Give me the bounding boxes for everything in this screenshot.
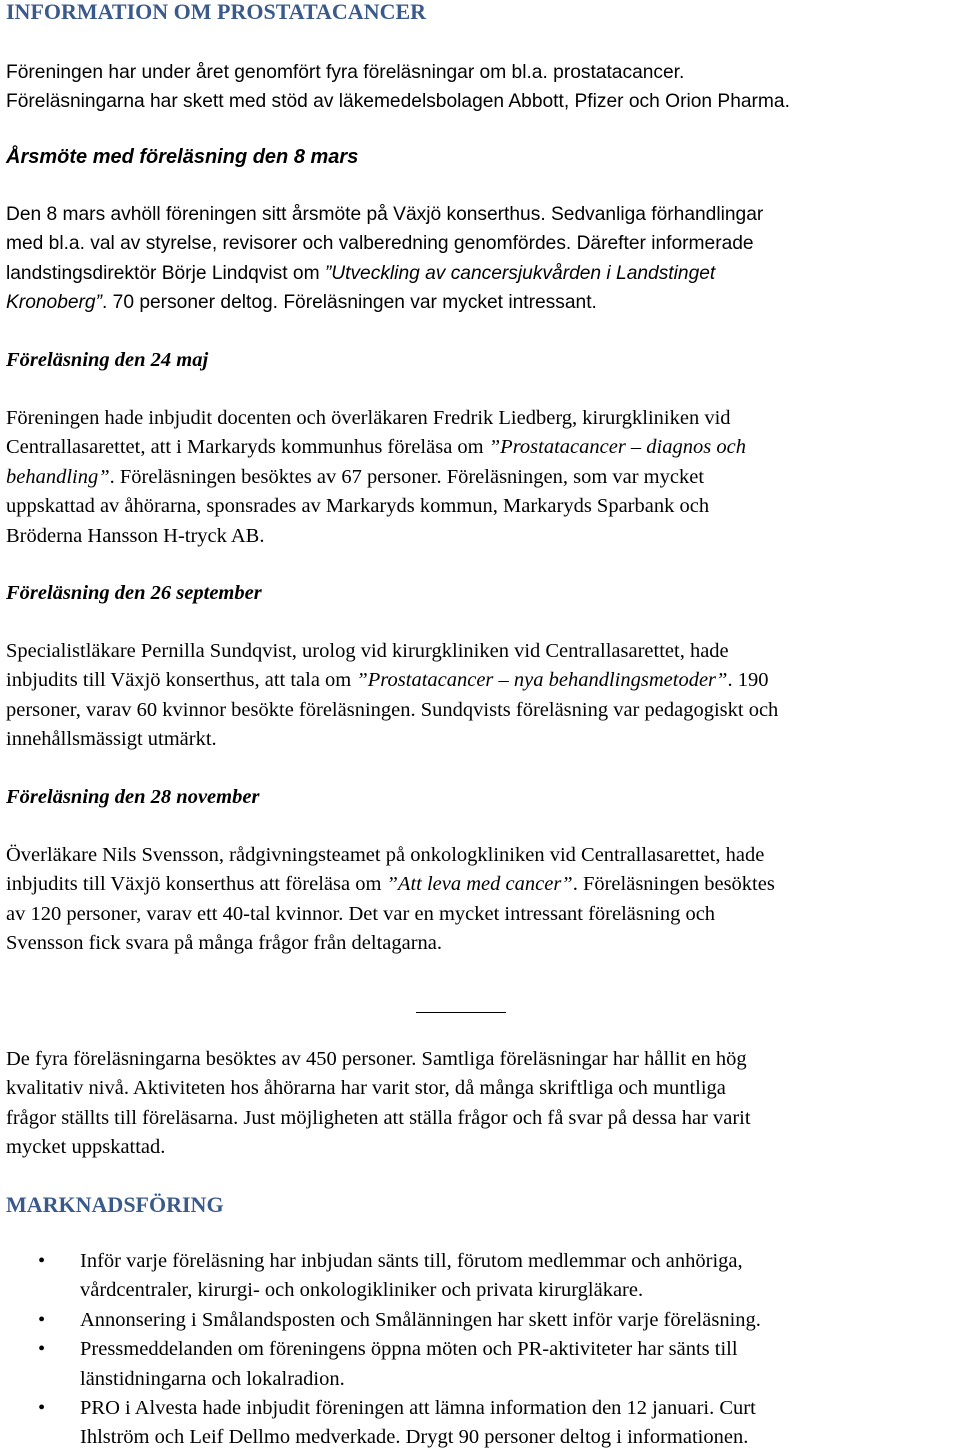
- bullet-icon: •: [38, 1308, 46, 1331]
- lecture2-line: Centrallasarettet, att i Markaryds kommunhus föreläsa om ”Prostatacancer – diagnos och: [6, 436, 746, 459]
- lecture3-line: Specialistläkare Pernilla Sundqvist, urolog vid kirurgkliniken vid Centrallasarettet, hade: [6, 640, 729, 662]
- lecture2-title: ”Prostatacancer – diagnos och: [488, 436, 746, 459]
- lecture4-paragraph: [6, 841, 956, 959]
- lecture4-line: av 120 personer, varav ett 40-tal kvinnor. Det var en mycket intressant föreläsning och: [6, 902, 716, 925]
- divider-line: [416, 1012, 506, 1013]
- list-item: • Inför varje föreläsning har inbjudan sänts till, förutom medlemmar och anhöriga, vårdcentraler, kirurgi- och onkologikliniker och privata kirurgläkare.: [6, 1247, 956, 1306]
- bullet-icon: •: [38, 1338, 46, 1361]
- lecture2-paragraph: [6, 404, 956, 551]
- lecture1-title-cont: Kronoberg”: [6, 292, 102, 314]
- summary-line: mycket uppskattad.: [6, 1136, 166, 1159]
- lecture3-line: personer, varav 60 kvinnor besökte föreläsningen. Sundqvists föreläsning var pedagogiskt och: [6, 698, 779, 721]
- summary-paragraph: [6, 1045, 956, 1163]
- lecture1-title: ”Utveckling av cancersjukvården i Landstinget: [324, 262, 716, 284]
- summary-line: frågor ställts till föreläsarna. Just möjligheten att ställa frågor och få svar på dessa har varit: [6, 1106, 751, 1129]
- lecture4-heading: Föreläsning den 28 november: [6, 786, 260, 808]
- lecture1-line: landstingsdirektör Börje Lindqvist om ”Utveckling av cancersjukvården i Landstinget: [6, 262, 716, 284]
- lecture1-heading: Årsmöte med föreläsning den 8 mars: [6, 146, 359, 168]
- lecture1-line: med bl.a. val av styrelse, revisorer och valberedning genomfördes. Därefter informerade: [6, 233, 754, 255]
- lecture3-title: ”Prostatacancer – nya behandlingsmetoder”: [356, 669, 728, 692]
- lecture4-line: inbjudits till Växjö konserthus att föreläsa om ”Att leva med cancer”. Föreläsningen besöktes: [6, 873, 775, 896]
- section-title-marketing: MARKNADSFÖRING: [6, 1192, 224, 1217]
- lecture3-line: inbjudits till Växjö konserthus, att tala om ”Prostatacancer – nya behandlingsmetoder”. 190: [6, 669, 769, 692]
- lecture2-heading: Föreläsning den 24 maj: [6, 349, 209, 371]
- bullet-icon: •: [38, 1397, 46, 1420]
- lecture2-line: Bröderna Hansson H-tryck AB.: [6, 524, 265, 547]
- lecture2-line: uppskattad av åhörarna, sponsrades av Markaryds kommun, Markaryds Sparbank och: [6, 495, 710, 518]
- lecture1-line: Kronoberg”. 70 personer deltog. Föreläsningen var mycket intressant.: [6, 292, 597, 314]
- list-item: • PRO i Alvesta hade inbjudit föreningen att lämna information den 12 januari. Curt Ihlström och Leif Dellmo medverkade. Drygt 90 personer deltog i informationen.: [6, 1394, 956, 1453]
- lecture3-paragraph: [6, 637, 956, 755]
- lecture2-line: behandling”. Föreläsningen besöktes av 67 personer. Föreläsningen, som var mycket: [6, 465, 705, 488]
- list-item: • Pressmeddelanden om föreningens öppna möten och PR-aktiviteter har sänts till länstidningarna och lokalradion.: [6, 1335, 956, 1394]
- summary-line: kvalitativ nivå. Aktiviteten hos åhörarna har varit stor, då många skriftliga och muntliga: [6, 1077, 726, 1100]
- bullet-icon: •: [38, 1250, 46, 1272]
- summary-line: De fyra föreläsningarna besöktes av 450 personer. Samtliga föreläsningar har hållit en hög: [6, 1048, 747, 1070]
- lecture4-title: ”Att leva med cancer”: [386, 873, 573, 896]
- marketing-list: [6, 1247, 956, 1453]
- lecture2-line: Föreningen hade inbjudit docenten och överläkaren Fredrik Liedberg, kirurgkliniken vid: [6, 407, 731, 429]
- lecture3-heading: Föreläsning den 26 september: [6, 582, 262, 604]
- lecture4-line: Svensson fick svara på många frågor från deltagarna.: [6, 932, 443, 955]
- intro-line: Föreläsningarna har skett med stöd av läkemedelsbolagen Abbott, Pfizer och Orion Pharma.: [6, 91, 790, 113]
- lecture2-title-cont: behandling”: [6, 465, 110, 488]
- intro-line: Föreningen har under året genomfört fyra föreläsningar om bl.a. prostatacancer.: [6, 62, 685, 83]
- lecture1-line: Den 8 mars avhöll föreningen sitt årsmöte på Växjö konserthus. Sedvanliga förhandlingar: [6, 204, 764, 225]
- lecture4-line: Överläkare Nils Svensson, rådgivningsteamet på onkologkliniken vid Centrallasarettet, hade: [6, 844, 765, 866]
- section-title-information: INFORMATION OM PROSTATACANCER: [6, 0, 427, 24]
- lecture3-line: innehållsmässigt utmärkt.: [6, 728, 217, 751]
- intro-paragraph: [6, 58, 956, 117]
- lecture1-paragraph: [6, 200, 956, 318]
- list-item: • Annonsering i Smålandsposten och Smålänningen har skett inför varje föreläsning.: [6, 1306, 956, 1335]
